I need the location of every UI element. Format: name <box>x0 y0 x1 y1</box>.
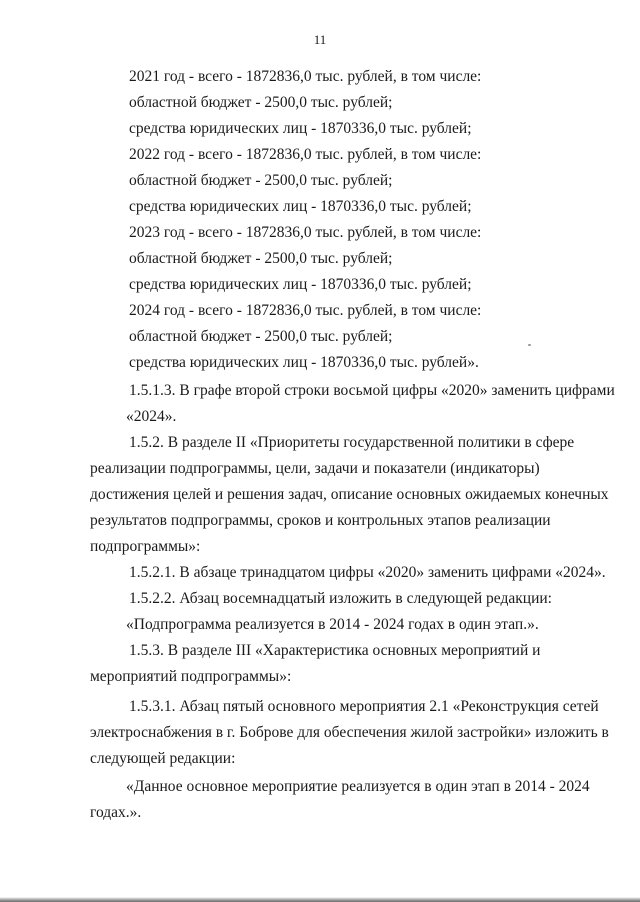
quote-main-activity-continued <box>90 800 606 826</box>
paragraph-1-5-3-1 <box>129 694 605 720</box>
paragraph-1-5-2-2: 1.5.2.2. Абзац восемнадцатый изложить в следующей редакции: <box>129 590 552 607</box>
paragraph-1-5-2-1: 1.5.2.1. В абзаце тринадцатом цифры «2020» заменить цифрами «2024». <box>129 564 606 581</box>
paragraph-1-5-2-first-line <box>129 430 605 456</box>
budget-line-2024-legal: средства юридических лиц - 1870336,0 тыс. рублей». <box>129 354 479 371</box>
paragraph-line: «2024». <box>126 408 177 425</box>
paragraph-line: 1.5.3. В разделе III «Характеристика основных мероприятий и <box>129 642 541 659</box>
budget-line-2023-regional: областной бюджет - 2500,0 тыс. рублей; <box>129 250 393 267</box>
budget-line-2022-legal: средства юридических лиц - 1870336,0 тыс. рублей; <box>129 198 472 215</box>
scan-bottom-edge <box>0 897 640 902</box>
budget-line-2021-legal: средства юридических лиц - 1870336,0 тыс. рублей; <box>129 120 472 137</box>
scan-speck <box>528 344 531 346</box>
budget-line-2024-regional: областной бюджет - 2500,0 тыс. рублей; <box>129 328 393 345</box>
paragraph-line: реализации подпрограммы, цели, задачи и показатели (индикаторы) <box>90 460 540 477</box>
paragraph-line: электроснабжения в г. Боброве для обеспечения жилой застройки» изложить в <box>90 724 609 741</box>
paragraph-1-5-3-1-body <box>90 720 609 772</box>
paragraph-1-5-2-body <box>90 456 609 560</box>
paragraph-line: результатов подпрограммы, сроков и контрольных этапов реализации <box>90 512 551 529</box>
budget-line-2022-total: 2022 год - всего - 1872836,0 тыс. рублей, в том числе: <box>129 146 482 163</box>
paragraph-line: 1.5.2. В разделе II «Приоритеты государственной политики в сфере <box>129 434 575 451</box>
paragraph-line: годах.». <box>90 804 142 821</box>
paragraph-line: 1.5.1.3. В графе второй строки восьмой цифры «2020» заменить цифрами <box>129 382 615 399</box>
budget-line-2024-total: 2024 год - всего - 1872836,0 тыс. рублей, в том числе: <box>129 302 482 319</box>
quote-main-activity <box>126 774 606 800</box>
paragraph-line: 1.5.3.1. Абзац пятый основного мероприятия 2.1 «Реконструкция сетей <box>129 698 599 715</box>
paragraph-line: мероприятий подпрограммы»: <box>90 668 292 685</box>
paragraph-1-5-1-3-continued <box>126 404 602 430</box>
paragraph-line: достижения целей и решения задач, описание основных ожидаемых конечных <box>90 486 609 503</box>
budget-line-2023-legal: средства юридических лиц - 1870336,0 тыс. рублей; <box>129 276 472 293</box>
paragraph-line: следующей редакции: <box>90 750 236 767</box>
paragraph-1-5-3-continued <box>90 664 606 690</box>
paragraph-1-5-1-3 <box>129 378 615 404</box>
paragraph-1-5-3 <box>129 638 605 664</box>
paragraph-line: подпрограммы»: <box>90 538 201 555</box>
budget-line-2022-regional: областной бюджет - 2500,0 тыс. рублей; <box>129 172 393 189</box>
quote-subprogram-period: «Подпрограмма реализуется в 2014 - 2024 годах в один этап.». <box>126 616 539 633</box>
page-number: 11 <box>313 32 327 47</box>
budget-line-2023-total: 2023 год - всего - 1872836,0 тыс. рублей, в том числе: <box>129 224 482 241</box>
paragraph-line: «Данное основное мероприятие реализуется в один этап в 2014 - 2024 <box>126 778 590 795</box>
budget-line-2021-regional: областной бюджет - 2500,0 тыс. рублей; <box>129 94 393 111</box>
budget-line-2021-total: 2021 год - всего - 1872836,0 тыс. рублей, в том числе: <box>129 68 482 85</box>
